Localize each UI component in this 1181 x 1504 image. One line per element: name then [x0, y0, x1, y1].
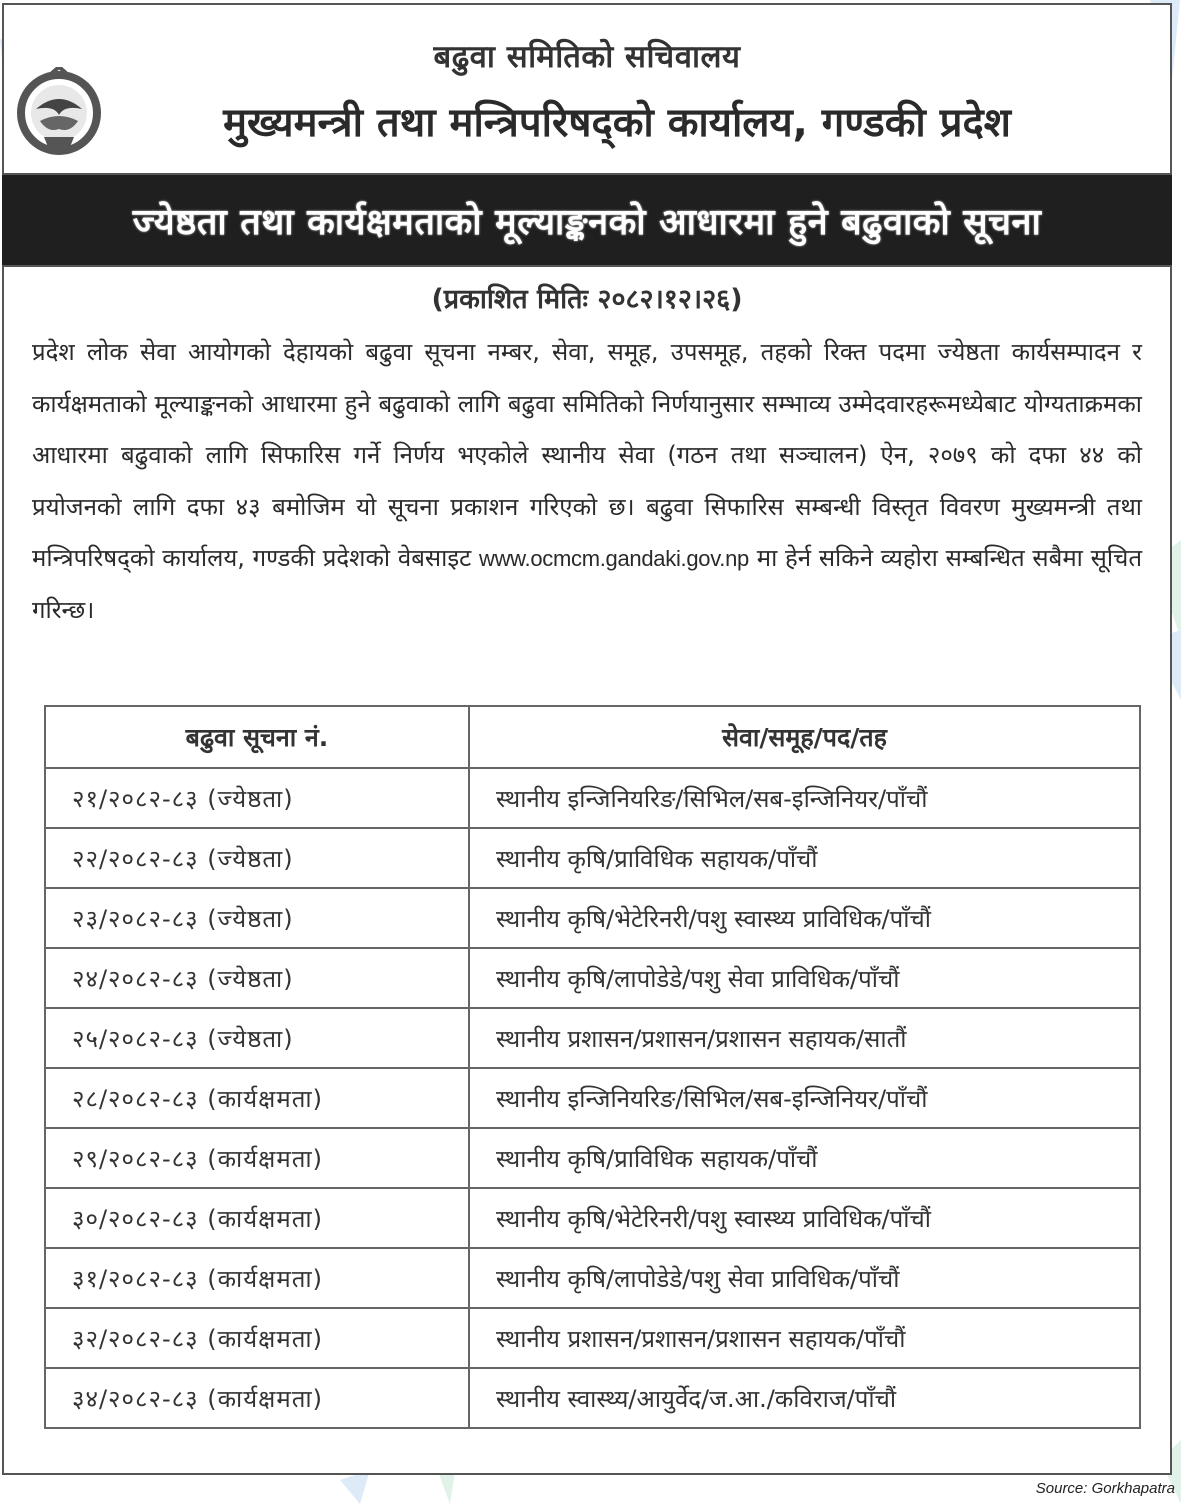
header-service: सेवा/समूह/पद/तह [469, 706, 1140, 768]
banner-title: ज्येष्ठता तथा कार्यक्षमताको मूल्याङ्कनको आधारमा हुने बढुवाको सूचना [132, 201, 1042, 243]
source-caption: Source: Gorkhapatra [1035, 1480, 1175, 1497]
table-row [45, 1368, 1140, 1428]
committee-title: बढुवा समितिको सचिवालय [433, 39, 741, 75]
notice-no-cell: २१/२०८२-८३ (ज्येष्ठता) [45, 768, 469, 828]
notice-no-cell: ३१/२०८२-८३ (कार्यक्षमता) [45, 1248, 469, 1308]
notice-banner [2, 173, 1172, 267]
body-text-after-url: मा हेर्न सकिने व्यहोरा सम्बन्धित सबैमा सूचित गरिन्छ। [32, 544, 1142, 624]
office-title: मुख्यमन्त्री तथा मन्त्रिपरिषद्‌को कार्यालय, गण्डकी प्रदेश [223, 100, 1011, 146]
table-row [45, 1128, 1140, 1188]
notice-no-cell: २४/२०८२-८३ (ज्येष्ठता) [45, 948, 469, 1008]
promotion-notice-table [44, 705, 1141, 1429]
notice-frame [2, 3, 1172, 1475]
notice-no-cell: २२/२०८२-८३ (ज्येष्ठता) [45, 828, 469, 888]
table-row [45, 1188, 1140, 1248]
service-cell: स्थानीय कृषि/भेटेरिनरी/पशु स्वास्थ्य प्राविधिक/पाँचौं [469, 888, 1140, 948]
service-cell: स्थानीय कृषि/लापोडेडे/पशु सेवा प्राविधिक/पाँचौं [469, 1248, 1140, 1308]
table-row [45, 1068, 1140, 1128]
table-row [45, 948, 1140, 1008]
notice-no-cell: २९/२०८२-८३ (कार्यक्षमता) [45, 1128, 469, 1188]
table-row [45, 768, 1140, 828]
service-cell: स्थानीय कृषि/भेटेरिनरी/पशु स्वास्थ्य प्राविधिक/पाँचौं [469, 1188, 1140, 1248]
notice-header [4, 5, 1170, 173]
header-notice-no: बढुवा सूचना नं. [45, 706, 469, 768]
table-row [45, 828, 1140, 888]
service-cell: स्थानीय प्रशासन/प्रशासन/प्रशासन सहायक/पाँचौं [469, 1308, 1140, 1368]
service-cell: स्थानीय कृषि/प्राविधिक सहायक/पाँचौं [469, 828, 1140, 888]
body-text-before-url: प्रदेश लोक सेवा आयोगको देहायको बढुवा सूचना नम्बर, सेवा, समूह, उपसमूह, तहको रिक्त पदमा ज्येष्ठता कार्यसम्पादन र कार्यक्षमताको मूल्याङ्कनको आधारमा हुने बढुवाको लागि बढुवा समितिको निर्णयानुसार सम्भाव्य उम्मेदवारहरूमध्येबाट योग्यताक्रमका आधारमा बढुवाको लागि सिफारिस गर्ने निर्णय भएकोले स्थानीय सेवा (गठन तथा सञ्चालन) ऐन, २०७९ को दफा ४४ को प्रयोजनको लागि दफा ४३ बमोजिम यो सूचना प्रकाशन गरिएको छ। बढुवा सिफारिस सम्बन्धी विस्तृत विवरण मुख्यमन्त्री तथा मन्त्रिपरिषद्‌को कार्यालय, गण्डकी प्रदेशको वेबसाइट [32, 338, 1142, 572]
service-cell: स्थानीय कृषि/प्राविधिक सहायक/पाँचौं [469, 1128, 1140, 1188]
service-cell: स्थानीय कृषि/लापोडेडे/पशु सेवा प्राविधिक/पाँचौं [469, 948, 1140, 1008]
notice-no-cell: ३०/२०८२-८३ (कार्यक्षमता) [45, 1188, 469, 1248]
website-link[interactable]: www.ocmcm.gandaki.gov.np [479, 546, 749, 571]
service-cell: स्थानीय इन्जिनियरिङ/सिभिल/सब-इन्जिनियर/पाँचौं [469, 768, 1140, 828]
service-cell: स्थानीय स्वास्थ्य/आयुर्वेद/ज.आ./कविराज/पाँचौं [469, 1368, 1140, 1428]
table-row [45, 1308, 1140, 1368]
table-header-row [45, 706, 1140, 768]
notice-no-cell: २३/२०८२-८३ (ज्येष्ठता) [45, 888, 469, 948]
service-cell: स्थानीय इन्जिनियरिङ/सिभिल/सब-इन्जिनियर/पाँचौं [469, 1068, 1140, 1128]
notice-no-cell: ३२/२०८२-८३ (कार्यक्षमता) [45, 1308, 469, 1368]
notice-no-cell: ३४/२०८२-८३ (कार्यक्षमता) [45, 1368, 469, 1428]
notice-no-cell: २८/२०८२-८३ (कार्यक्षमता) [45, 1068, 469, 1128]
notice-no-cell: २५/२०८२-८३ (ज्येष्ठता) [45, 1008, 469, 1068]
notice-body [32, 327, 1142, 636]
table-row [45, 888, 1140, 948]
service-cell: स्थानीय प्रशासन/प्रशासन/प्रशासन सहायक/सातौं [469, 1008, 1140, 1068]
table-row [45, 1248, 1140, 1308]
publication-date: (प्रकाशित मितिः २०८२।१२।२६) [431, 284, 743, 315]
table-row [45, 1008, 1140, 1068]
